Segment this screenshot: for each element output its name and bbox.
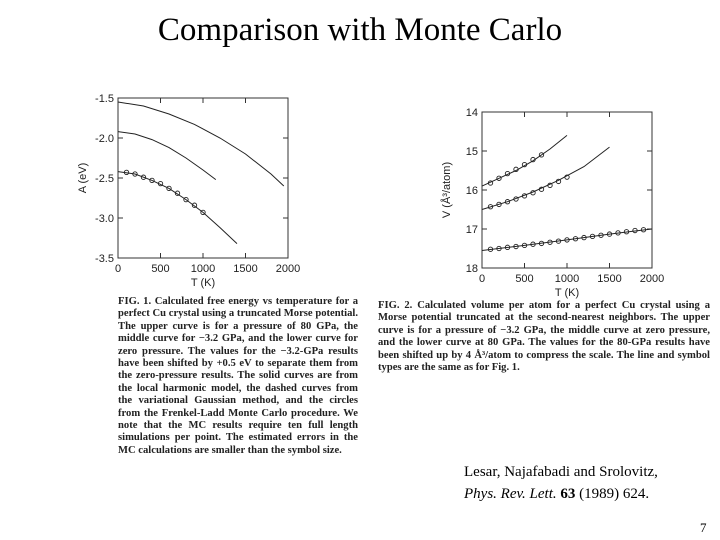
citation-volume: 63 xyxy=(560,486,576,502)
x-tick-label: 500 xyxy=(151,263,170,275)
y-tick-label: 16 xyxy=(465,185,478,197)
y-tick-label: 18 xyxy=(465,263,478,275)
slide-title: Comparison with Monte Carlo xyxy=(157,12,563,48)
x-tick-label: 0 xyxy=(478,273,486,285)
plot-frame xyxy=(482,112,652,268)
chart-volume-per-atom xyxy=(430,104,670,300)
y-tick-label: -2.5 xyxy=(95,173,114,185)
curve-series-0 xyxy=(118,102,284,186)
x-tick-label: 1000 xyxy=(190,263,216,275)
y-axis-label: A (eV) xyxy=(77,162,89,194)
curve-series-2 xyxy=(118,172,237,244)
x-tick-label: 0 xyxy=(114,263,122,275)
y-tick-label: -2.0 xyxy=(95,133,114,145)
x-tick-label: 2000 xyxy=(275,263,301,275)
y-axis-label: V (Å³/atom) xyxy=(441,161,453,219)
x-tick-label: 2000 xyxy=(639,273,665,285)
citation-year-pages: (1989) 624. xyxy=(579,486,650,502)
x-tick-label: 500 xyxy=(515,273,534,285)
x-tick-label: 1500 xyxy=(233,263,258,275)
mc-points-series-3 xyxy=(124,170,205,214)
chart-free-energy xyxy=(56,88,306,294)
x-axis-label: T (K) xyxy=(190,277,216,289)
curve-series-1 xyxy=(118,132,216,180)
y-tick-label: 15 xyxy=(465,146,478,158)
figure1-caption: FIG. 1. Calculated free energy vs temperature for a perfect Cu crystal using a truncated Morse potential. The upper curve is for a pressure of 80 GPa, the middle curve for −3.2 GPa, and the lower curve for zero pressure. The values for the −3.2-GPa results have been shifted by +0.5 eV to separate them from the zero-pressure results. The solid curves are from the local harmonic model, the dashed curves from the variational Gaussian method, and the circles from the Frenkel-Ladd Monte Carlo procedure. We note that the MC results require ten full length simulations per point. The estimated errors in the MC calculations are smaller than the symbol size. xyxy=(118,296,358,456)
citation-authors: Lesar, Najafabadi and Srolovitz, xyxy=(464,464,658,480)
figure2-caption: FIG. 2. Calculated volume per atom for a perfect Cu crystal using a Morse potential truncated at the second-nearest neighbors. The upper curve is for a pressure of −3.2 GPa, the middle curve at zero pressure, and the lower curve at 80 GPa. The values for the 80-GPa results have been shifted up by 4 Å³/atom to compress the scale. The line and symbol types are the same as for Fig. 1. xyxy=(378,300,710,374)
curve-series-0 xyxy=(482,135,567,186)
x-tick-label: 1000 xyxy=(554,273,580,285)
plot-frame xyxy=(118,98,288,258)
y-tick-label: -3.5 xyxy=(95,253,114,265)
citation-journal: Phys. Rev. Lett. xyxy=(464,486,557,502)
y-tick-label: 17 xyxy=(465,224,478,236)
x-axis-label: T (K) xyxy=(554,287,580,299)
mc-points-series-3 xyxy=(488,153,543,185)
x-tick-label: 1500 xyxy=(597,273,622,285)
curve-series-2 xyxy=(482,229,652,251)
page-number: 7 xyxy=(700,520,707,535)
citation xyxy=(464,461,658,505)
y-tick-label: -3.0 xyxy=(95,213,114,225)
citation-reference xyxy=(464,483,658,505)
y-tick-label: 14 xyxy=(465,107,478,119)
y-tick-label: -1.5 xyxy=(95,93,114,105)
